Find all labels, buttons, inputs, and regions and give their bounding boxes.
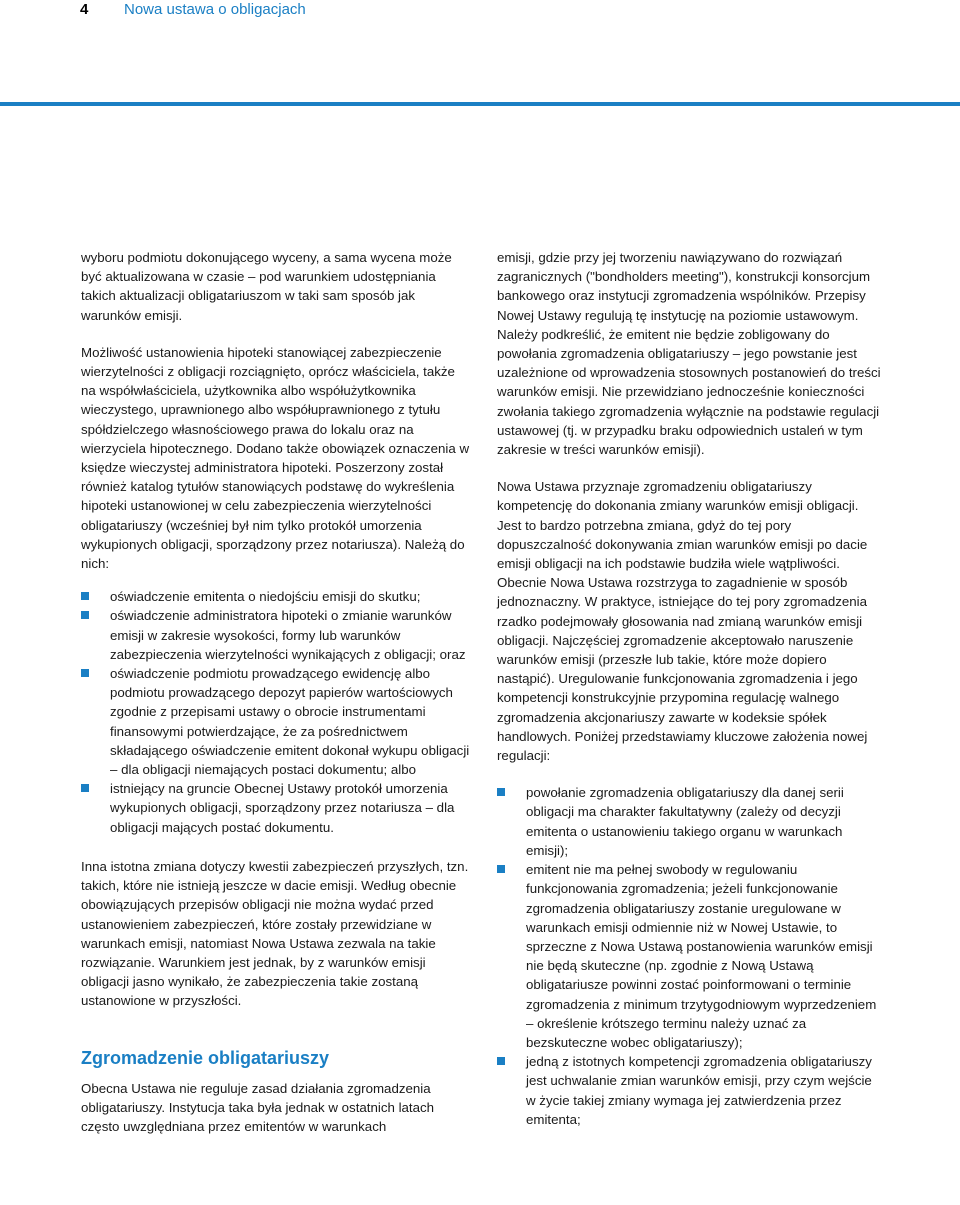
list-item: jedną z istotnych kompetencji zgromadzenia obligatariuszy jest uchwalanie zmian warunków emisji, przy czym wejście w życie takiej zmiany wymaga jej zatwierdzenia przez emitenta; xyxy=(497,1052,883,1129)
list-item: oświadczenie administratora hipoteki o zmianie warunków emisji w zakresie wysokości, formy lub warunków zabezpieczenia wierzytelności wynikających z obligacji; oraz xyxy=(81,606,473,664)
page-header xyxy=(0,0,960,30)
bullet-list xyxy=(497,783,883,1129)
paragraph: Możliwość ustanowienia hipoteki stanowiącej zabezpieczenie wierzytelności z obligacji rozciągnięto, oprócz właściciela, także na współwłaściciela, użytkownika albo współużytkownika wieczystego, uprawnionego albo współuprawnionego z tytułu spółdzielczego własnościowego prawa do lokalu oraz na wierzyciela hipotecznego. Dodano także obowiązek oznaczenia w księdze wieczystej administratora hipoteki. Poszerzony został również katalog tytułów stanowiących podstawę do wykreślenia hipoteki ustanowionej w celu zabezpieczenia wierzytelności obligatariuszy (wcześniej był nim tylko protokół umorzenia wykupionych obligacji, sporządzony przez notariusza). Należą do nich: xyxy=(81,344,470,572)
paragraph: Nowa Ustawa przyznaje zgromadzeniu obligatariuszy kompetencję do dokonania zmiany warunków emisji obligacji. Jest to bardzo potrzebna zmiana, gdyż do tej pory dopuszczalność dokonywania zmian warunków emisji po dacie emisji obligacji na ich podstawie budziła wiele wątpliwości. Obecnie Nowa Ustawa rozstrzyga to zagadnienie w sposób jednoznaczny. W praktyce, istniejące do tej pory zgromadzenia rzadko podejmowały głosowania nad zmianą warunków emisji obligacji. Najczęściej zgromadzenie akceptowało naruszenie warunków emisji (przeszłe lub takie, które może dopiero nastąpić). Uregulowanie funkcjonowania zgromadzenia i jego kompetencji konstrukcyjnie przypomina regulację walnego zgromadzenia akcjonariuszy zawarte w kodeksie spółek handlowych. Poniżej przedstawiamy kluczowe założenia nowej regulacji: xyxy=(497,479,868,764)
right-column xyxy=(497,248,883,1149)
square-bullet-icon xyxy=(497,865,505,873)
header-divider xyxy=(0,102,960,106)
square-bullet-icon xyxy=(497,1057,505,1065)
list-item: oświadczenie podmiotu prowadzącego ewidencję albo podmiotu prowadzącego depozyt papierów wartościowych zgodnie z przepisami ustawy o obrocie instrumentami finansowymi potwierdzające, że za pośrednictwem składającego oświadczenie emitent dokonał wykupu obligacji – dla obligacji niemających postaci dokumentu; albo xyxy=(81,664,473,779)
list-item: istniejący na gruncie Obecnej Ustawy protokół umorzenia wykupionych obligacji, sporządzony przez notariusza – dla obligacji mających postać dokumentu. xyxy=(81,779,473,837)
square-bullet-icon xyxy=(81,784,89,792)
list-item: oświadczenie emitenta o niedojściu emisji do skutku; xyxy=(81,587,473,606)
list-item: emitent nie ma pełnej swobody w regulowaniu funkcjonowania zgromadzenia; jeżeli funkcjonowanie zgromadzenia obligatariuszy zostanie uregulowane w warunkach emisji odmiennie niż w Nowej Ustawie, to sprzeczne z Nowa Ustawą postanowienia warunków emisji nie będą skuteczne (np. zgodnie z Nową Ustawą obligatariusze powinni zostać poinformowani o terminie zgromadzenia z minimum trzytygodniowym wyprzedzeniem – określenie krótszego terminu należy uznać za bezskuteczne wobec obligatariuszy); xyxy=(497,860,883,1052)
square-bullet-icon xyxy=(81,611,89,619)
square-bullet-icon xyxy=(81,669,89,677)
paragraph: Obecna Ustawa nie reguluje zasad działania zgromadzenia obligatariuszy. Instytucja taka była jednak w ostatnich latach często uwzględniana przez emitentów w warunkach xyxy=(81,1080,435,1134)
bullet-list xyxy=(81,587,473,837)
square-bullet-icon xyxy=(81,592,89,600)
section-heading: Zgromadzenie obligatariuszy xyxy=(81,1047,330,1068)
paragraph: emisji, gdzie przy jej tworzeniu nawiązywano do rozwiązań zagranicznych ("bondholders meeting"), konstrukcji konsorcjum bankowego oraz instytucji zgromadzenia wspólników. Przepisy Nowej Ustawy regulują tę instytucję na poziomie ustawowym. Należy podkreślić, że emitent nie będzie zobligowany do powołania zgromadzenia obligatariuszy – jego powstanie jest uzależnione od wprowadzenia stosownych postanowień do treści warunków emisji. Nie przewidziano jednocześnie konieczności zwołania takiego zgromadzenia wyłącznie na podstawie regulacji ustawowej (tj. w przypadku braku odpowiednich ustaleń w tym zakresie w treści warunków emisji). xyxy=(497,250,881,458)
running-title: Nowa ustawa o obligacjach xyxy=(124,1,306,18)
list-item: powołanie zgromadzenia obligatariuszy dla danej serii obligacji ma charakter fakultatywny (zależy od decyzji emitenta o ustanowieniu takiego organu w warunkach emisji); xyxy=(497,783,883,860)
left-column xyxy=(81,248,473,1154)
square-bullet-icon xyxy=(497,788,505,796)
paragraph: Inna istotna zmiana dotyczy kwestii zabezpieczeń przyszłych, tzn. takich, które nie istnieją jeszcze w dacie emisji. Według obecnie obowiązujących przepisów obligacji nie można wydać przed ustanowieniem zabezpieczeń, które zostały przewidziane w warunkach emisji, natomiast Nowa Ustawa zezwala na takie rozwiązanie. Warunkiem jest jednak, by z warunków emisji obligacji jasno wynikało, że zabezpieczenia takie zostaną ustanowione w przyszłości. xyxy=(81,858,469,1009)
page-number: 4 xyxy=(80,1,89,18)
paragraph: wyboru podmiotu dokonującego wyceny, a sama wycena może być aktualizowana w czasie – pod warunkiem udostępniania takich aktualizacji obligatariuszom w taki sam sposób jak warunków emisji. xyxy=(81,250,452,323)
